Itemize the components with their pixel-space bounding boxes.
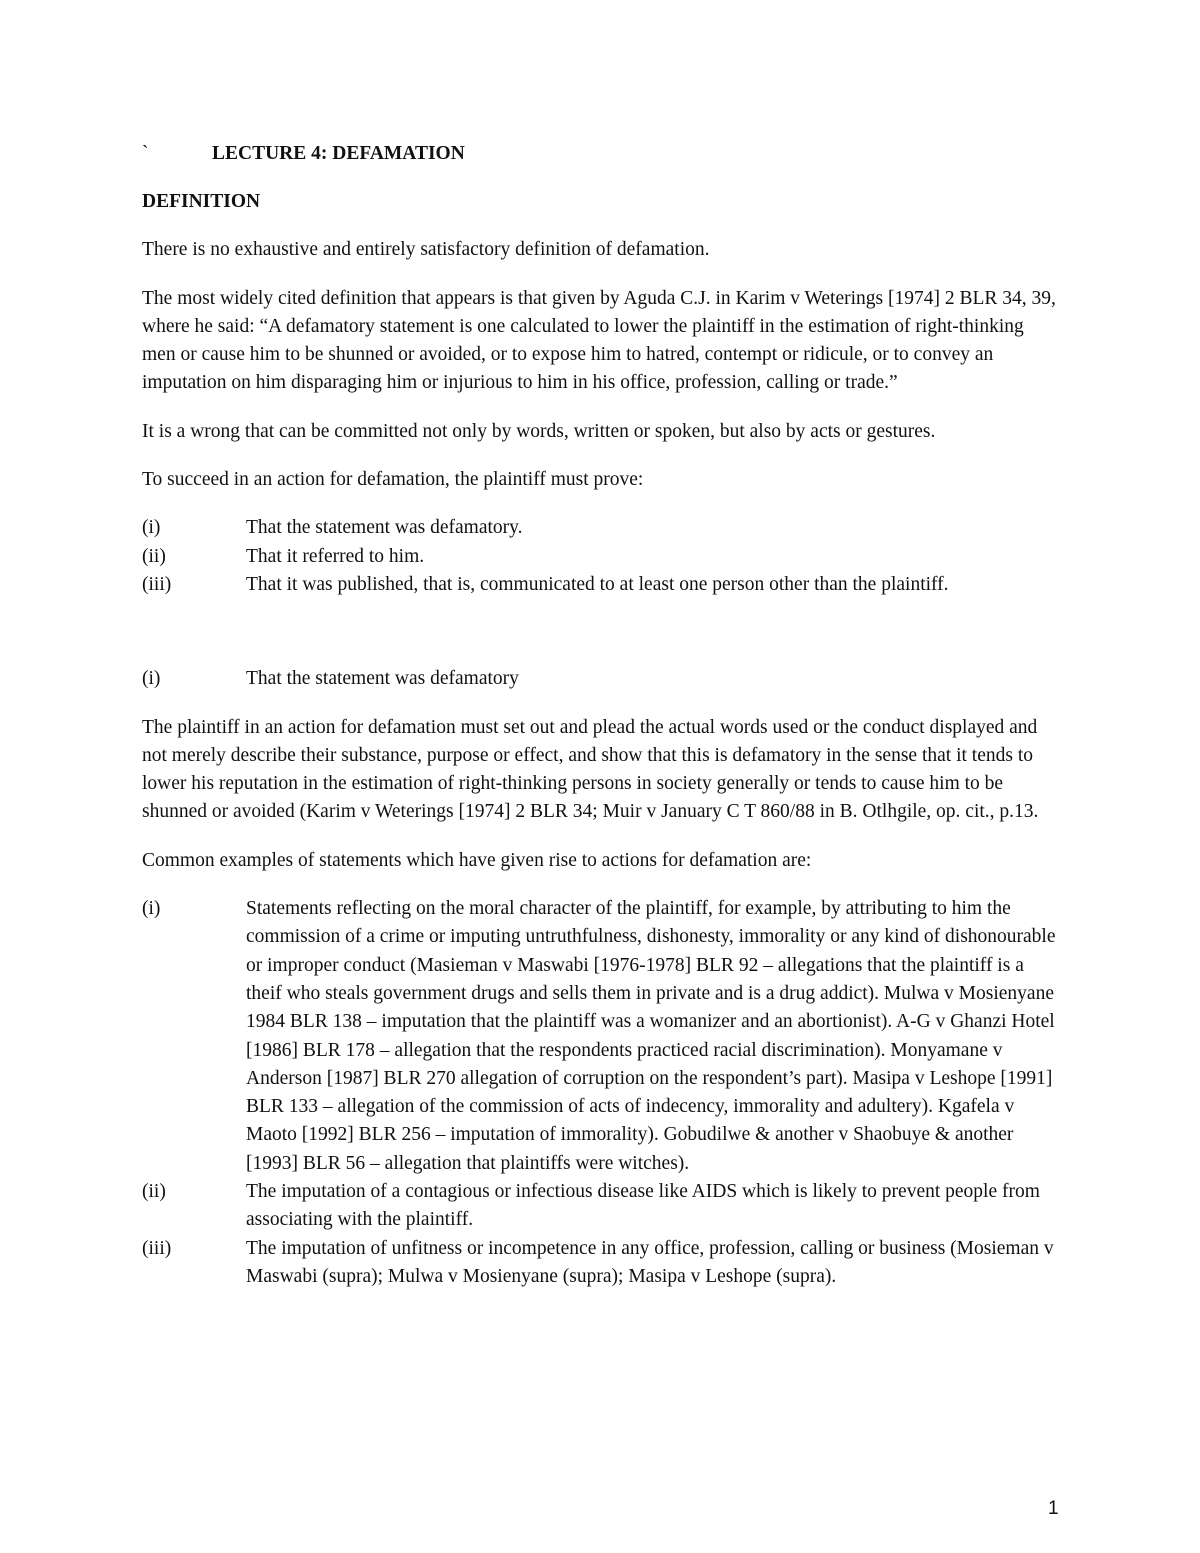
sub-heading-text: That the statement was defamatory xyxy=(246,668,519,690)
document-body xyxy=(142,140,1062,1291)
examples-list xyxy=(142,895,1062,1291)
sub-heading-number: (i) xyxy=(142,668,161,690)
list-item xyxy=(142,514,1062,542)
list-item xyxy=(142,543,1062,571)
list-item-number: (iii) xyxy=(142,1237,172,1259)
list-item-number: (i) xyxy=(142,898,161,920)
section-heading-definition: DEFINITION xyxy=(142,191,261,212)
title-line xyxy=(142,140,1062,168)
page-number: 1 xyxy=(1048,1498,1059,1519)
paragraph-aguda-definition: The most widely cited definition that appears is that given by Aguda C.J. in Karim v Weterings [1974] 2 BLR 34, 39, where he said: “A defamatory statement is one calculated to lower the plaintiff in the estimation of right-thinking men or cause him to be shunned or avoided, or to expose him to hatred, contempt or ridicule, or to convey an imputation on him disparaging him or injurious to him in his office, profession, calling or trade.” xyxy=(142,287,1056,394)
paragraph-acts-gestures: It is a wrong that can be committed not only by words, written or spoken, but also by acts or gestures. xyxy=(142,420,936,442)
list-item xyxy=(142,571,1062,599)
list-item xyxy=(142,895,1062,1178)
list-item-number: (ii) xyxy=(142,545,166,567)
list-item-text: That the statement was defamatory. xyxy=(246,517,523,539)
sub-heading-defamatory xyxy=(142,665,1062,693)
requirements-list xyxy=(142,514,1062,599)
list-item-text: The imputation of a contagious or infectious disease like AIDS which is likely to prevent people from associating with the plaintiff. xyxy=(246,1181,1040,1231)
list-item-text: That it referred to him. xyxy=(246,545,425,567)
list-item xyxy=(142,1235,1062,1292)
paragraph-plead-words: The plaintiff in an action for defamation must set out and plead the actual words used or the conduct displayed and not merely describe their substance, purpose or effect, and show that this is defamatory in the sense that it tends to lower his reputation in the estimation of right-thinking persons in society generally or tends to cause him to be shunned or avoided (Karim v Weterings [1974] 2 BLR 34; Muir v January C T 860/88 in B. Otlhgile, op. cit., p.13. xyxy=(142,716,1039,823)
paragraph-no-definition: There is no exhaustive and entirely satisfactory definition of defamation. xyxy=(142,239,710,261)
stray-backtick: ` xyxy=(142,143,149,164)
list-item-number: (iii) xyxy=(142,573,172,595)
list-item-number: (ii) xyxy=(142,1181,166,1203)
list-item xyxy=(142,1178,1062,1235)
list-item-number: (i) xyxy=(142,517,161,539)
list-item-text: That it was published, that is, communicated to at least one person other than the plaintiff. xyxy=(246,573,949,595)
paragraph-examples-intro: Common examples of statements which have given rise to actions for defamation are: xyxy=(142,849,812,871)
list-item-text: Statements reflecting on the moral character of the plaintiff, for example, by attributing to him the commission of a crime or imputing untruthfulness, dishonesty, immorality or any kind of dishonourable or improper conduct (Masieman v Maswabi [1976-1978] BLR 92 – allegations that the plaintiff is a theif who steals government drugs and sells them in private and is a drug addict). Mulwa v Mosienyane 1984 BLR 138 – imputation that the plaintiff was a womanizer and an abortionist). A-G v Ghanzi Hotel [1986] BLR 178 – allegation that the respondents practiced racial discrimination). Monyamane v Anderson [1987] BLR 270 allegation of corruption on the respondent’s part). Masipa v Leshope [1991] BLR 133 – allegation of the commission of acts of indecency, immorality and adultery). Kgafela v Maoto [1992] BLR 256 – imputation of immorality). Gobudilwe & another v Shaobuye & another [1993] BLR 56 – allegation that plaintiffs were witches). xyxy=(246,898,1056,1174)
lecture-title: LECTURE 4: DEFAMATION xyxy=(212,143,465,164)
paragraph-must-prove: To succeed in an action for defamation, the plaintiff must prove: xyxy=(142,469,644,491)
list-item-text: The imputation of unfitness or incompetence in any office, profession, calling or business (Mosieman v Maswabi (supra); Mulwa v Mosienyane (supra); Masipa v Leshope (supra). xyxy=(246,1237,1054,1287)
